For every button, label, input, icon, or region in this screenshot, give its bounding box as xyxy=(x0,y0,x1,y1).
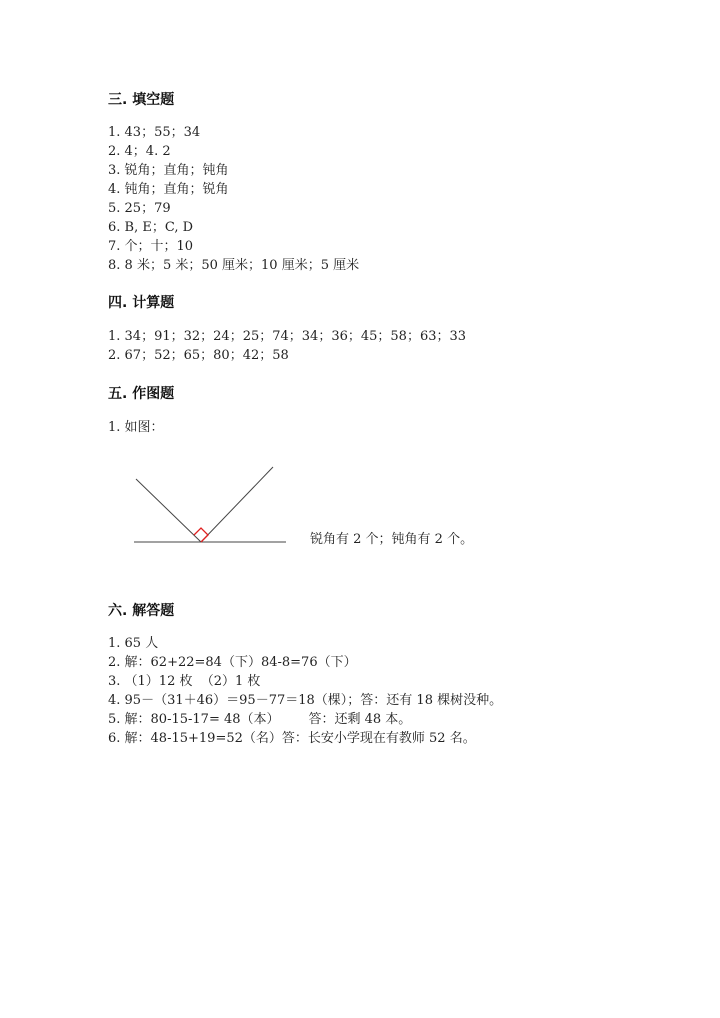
answer-line: 6. 解：48-15+19=52（名）答：长安小学现在有教师 52 名。 xyxy=(108,731,476,746)
answer-line: 2. 67；52；65；80；42；58 xyxy=(108,348,289,363)
answer-line: 7. 个；十；10 xyxy=(108,239,194,254)
answer-line: 4. 钝角；直角；锐角 xyxy=(108,182,229,197)
answer-line: 1. 如图： xyxy=(108,420,164,435)
answer-line: 5. 解：80-15-17= 48（本） 答：还剩 48 本。 xyxy=(108,712,412,727)
answer-line: 2. 4；4. 2 xyxy=(108,144,171,159)
answer-line: 1. 65 人 xyxy=(108,636,159,651)
answer-line: 3. （1）12 枚 （2）1 枚 xyxy=(108,674,261,689)
section-title-calculation: 四. 计算题 xyxy=(108,295,175,311)
answer-line: 2. 解：62+22=84（下）84-8=76（下） xyxy=(108,655,357,670)
diagram-caption: 锐角有 2 个；钝角有 2 个。 xyxy=(310,532,474,547)
angle-diagram xyxy=(128,462,293,552)
section-title-solutions: 六. 解答题 xyxy=(108,603,175,619)
answer-line: 6. B, E；C, D xyxy=(108,220,194,235)
answer-line: 8. 8 米；5 米；50 厘米；10 厘米；5 厘米 xyxy=(108,258,360,273)
right-angle-mark xyxy=(194,528,208,542)
answer-line: 5. 25；79 xyxy=(108,201,171,216)
left-ray xyxy=(136,479,201,542)
right-ray xyxy=(201,467,273,542)
answer-line: 4. 95－（31＋46）＝95－77＝18（棵）；答：还有 18 棵树没种。 xyxy=(108,693,503,708)
answer-line: 1. 43；55；34 xyxy=(108,125,201,140)
answer-line: 1. 34；91；32；24；25；74；34；36；45；58；63；33 xyxy=(108,329,467,344)
section-title-fill-blank: 三. 填空题 xyxy=(108,92,175,108)
section-title-drawing: 五. 作图题 xyxy=(108,386,175,402)
answer-line: 3. 锐角；直角；钝角 xyxy=(108,163,229,178)
